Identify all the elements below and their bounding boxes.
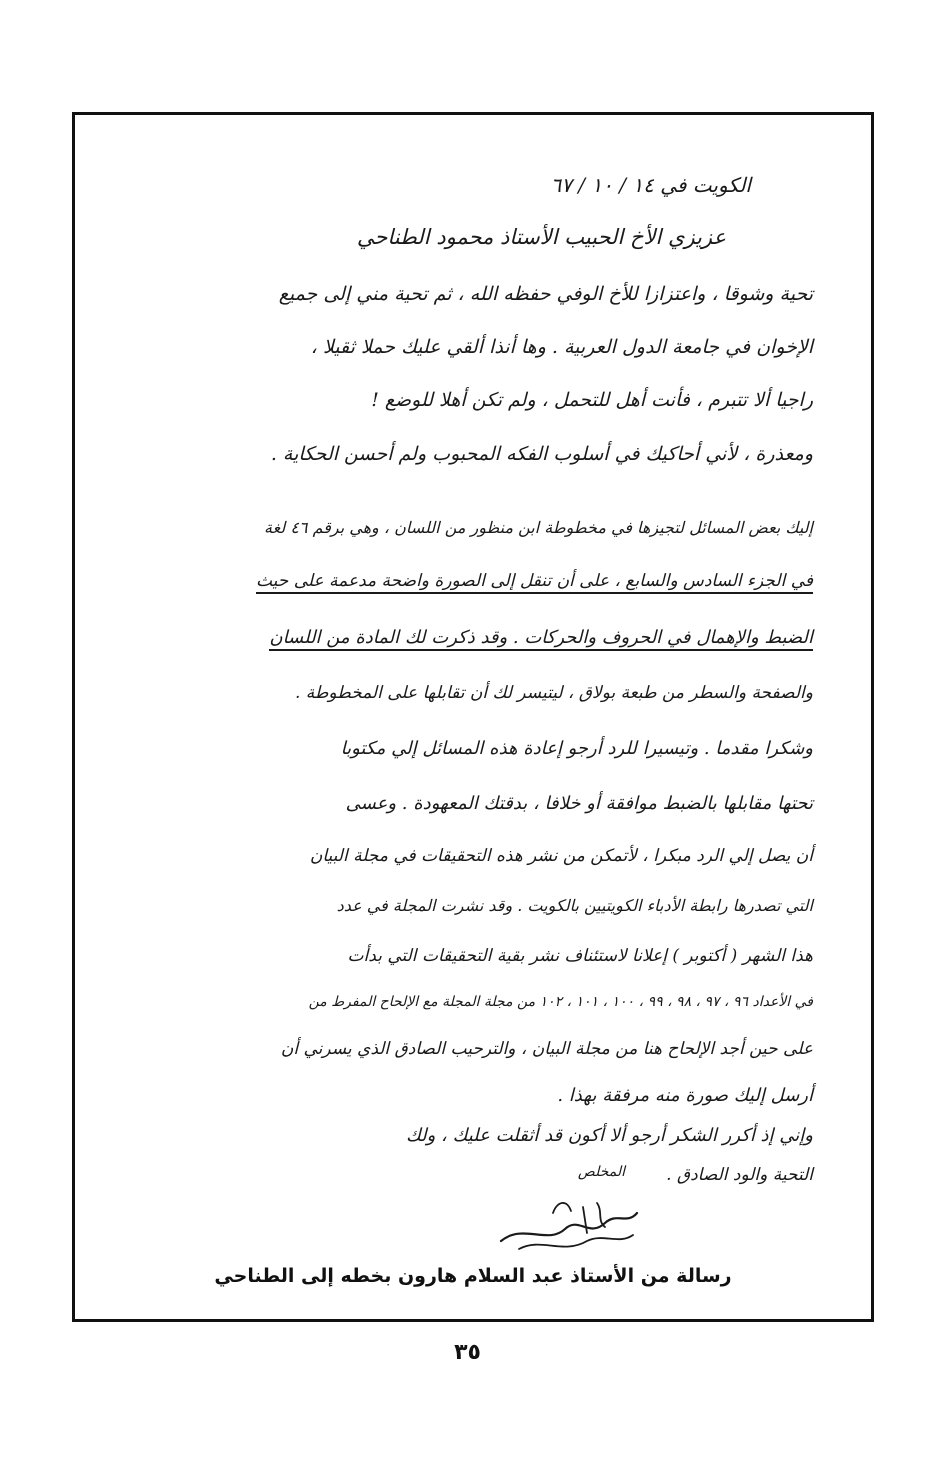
letter-line: تحتها مقابلها بالضبط موافقة أو خلافا ، بدقتك المعهودة . وعسى [345,793,813,814]
letter-signoff: المخلص [577,1164,625,1180]
page-number: ٣٥ [454,1340,481,1365]
letter-line: أرسل إليك صورة منه مرفقة بهذا . [557,1085,813,1106]
letter-line: والصفحة والسطر من طبعة بولاق ، ليتيسر لك أن تقابلها على المخطوطة . [294,683,813,703]
letter-line: ومعذرة ، لأني أحاكيك في أسلوب الفكه المحبوب ولم أحسن الحكاية . [270,443,813,465]
letter-line-underlined: في الجزء السادس والسابع ، على أن تنقل إلى الصورة واضحة مدعمة على حيث [256,573,813,594]
letter-line: وشكرا مقدما . وتيسيرا للرد أرجو إعادة هذه المسائل إلي مكتوبا [340,738,813,759]
letter-line: هذا الشهر ( أكتوبر ) إعلانا لاستئناف نشر بقية التحقيقات التي بدأت [347,946,813,966]
letter-place-date: الكويت في ١٤ / ١٠ / ٦٧ [550,173,751,197]
handwritten-letter [75,115,871,1319]
letter-line: راجيا ألا تتبرم ، فأنت أهل للتحمل ، ولم تكن أهلا للوضع ! [371,389,813,411]
letter-line-underlined: الضبط والإهمال في الحروف والحركات . وقد ذكرت لك المادة من اللسان [269,629,813,651]
letter-line: وإني إذ أكرر الشكر أرجو ألا أكون قد أثقلت عليك ، ولك [405,1125,813,1146]
handwritten-signature [493,1183,643,1259]
figure-caption: رسالة من الأستاذ عبد السلام هارون بخطه إلى الطناحي [214,1265,732,1287]
page-frame [72,112,874,1322]
letter-line: في الأعداد ٩٦ ، ٩٧ ، ٩٨ ، ٩٩ ، ١٠٠ ، ١٠١ ، ١٠٢ من مجلة المجلة مع الإلحاح المفرط من [308,994,813,1010]
letter-line: التحية والود الصادق . [666,1165,813,1185]
letter-salutation: عزيزي الأخ الحبيب الأستاذ محمود الطناحي [356,225,726,249]
letter-line: إليك بعض المسائل لتجيزها في مخطوطة ابن منظور من اللسان ، وهي برقم ٤٦ لغة [264,518,813,537]
letter-line: على حين أجد الإلحاح هنا من مجلة البيان ، والترحيب الصادق الذي يسرني أن [280,1039,813,1059]
letter-line: الإخوان في جامعة الدول العربية . وها أنذا ألقي عليك حملا ثقيلا ، [310,336,813,358]
letter-line: التي تصدرها رابطة الأدباء الكويتيين بالكويت . وقد نشرت المجلة في عدد [336,896,813,915]
letter-line: أن يصل إلي الرد مبكرا ، لأتمكن من نشر هذه التحقيقات في مجلة البيان [309,846,813,866]
letter-line: تحية وشوقا ، واعتزازا للأخ الوفي حفظه الله ، ثم تحية مني إلى جميع [278,283,813,305]
